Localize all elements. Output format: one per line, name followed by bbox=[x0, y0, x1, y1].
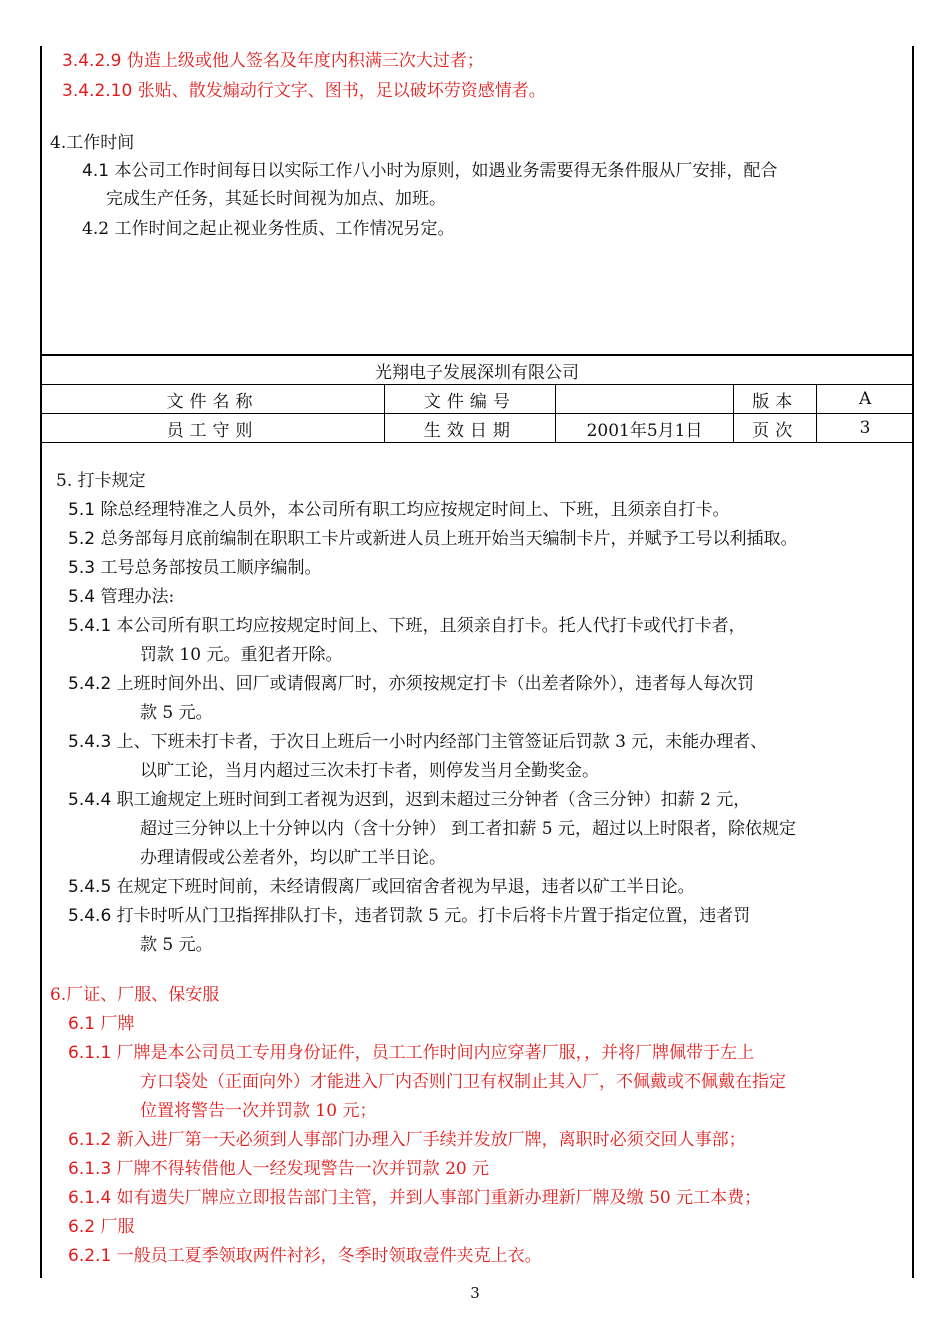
page-number-footer: 3 bbox=[470, 1284, 480, 1302]
clause-5-2: 5.2 总务部每月底前编制在职职工卡片或新进人员上班开始当天编制卡片，并赋予工号以利插取。 bbox=[68, 529, 798, 549]
clause-4-1-line2: 完成生产任务，其延长时间视为加点、加班。 bbox=[106, 189, 446, 209]
clause-5-4-3-line2: 以旷工论，当月内超过三次未打卡者，则停发当月全勤奖金。 bbox=[140, 761, 599, 781]
clause-5-4-2-line1: 5.4.2 上班时间外出、回厂或请假离厂时，亦须按规定打卡（出差者除外），违者每人每次罚 bbox=[68, 674, 755, 694]
left-border-line bbox=[40, 46, 42, 1278]
clause-6-2-1: 6.2.1 一般员工夏季领取两件衬衫，冬季时领取壹件夹克上衣。 bbox=[68, 1246, 542, 1266]
clause-6-1-2: 6.1.2 新入进厂第一天必须到人事部门办理入厂手续并发放厂牌，离职时必须交回人事部； bbox=[68, 1130, 746, 1150]
clause-5-4-6-line2: 款 5 元。 bbox=[140, 935, 213, 955]
clause-5-4-2-line2: 款 5 元。 bbox=[140, 703, 213, 723]
clause-4-2: 4.2 工作时间之起止视业务性质、工作情况另定。 bbox=[82, 219, 455, 239]
clause-5-4-4-line1: 5.4.4 职工逾规定上班时间到工者视为迟到，迟到未超过三分钟者（含三分钟）扣薪 2 元， bbox=[68, 790, 751, 810]
clause-5-4-1-line2: 罚款 10 元。重犯者开除。 bbox=[140, 645, 343, 665]
page-value: 3 bbox=[817, 414, 914, 443]
clause-5-3: 5.3 工号总务部按员工顺序编制。 bbox=[68, 558, 322, 578]
section-5-title: 5. 打卡规定 bbox=[56, 471, 146, 491]
clause-6-2: 6.2 厂服 bbox=[68, 1217, 135, 1237]
right-border-line bbox=[912, 46, 914, 1278]
version-value: A bbox=[817, 385, 914, 414]
company-name: 光翔电子发展深圳有限公司 bbox=[41, 355, 914, 385]
clause-5-4-4-line2: 超过三分钟以上十分钟以内（含十分钟） 到工者扣薪 5 元，超过以上时限者，除依规定 bbox=[140, 819, 797, 839]
clause-4-1-line1: 4.1 本公司工作时间每日以实际工作八小时为原则，如遇业务需要得无条件服从厂安排，配合 bbox=[82, 161, 778, 181]
version-label: 版本 bbox=[734, 385, 817, 414]
doc-no-value bbox=[555, 385, 734, 414]
clause-5-1: 5.1 除总经理特准之人员外，本公司所有职工均应按规定时间上、下班，且须亲自打卡。 bbox=[68, 500, 730, 520]
clause-6-1-1-line2: 方口袋处（正面向外）才能进入厂内否则门卫有权制止其入厂，不佩戴或不佩戴在指定 bbox=[140, 1072, 786, 1092]
section-6-title: 6.厂证、厂服、保安服 bbox=[50, 985, 220, 1005]
clause-5-4-5: 5.4.5 在规定下班时间前，未经请假离厂或回宿舍者视为早退，违者以矿工半日论。 bbox=[68, 877, 695, 897]
clause-5-4-6-line1: 5.4.6 打卡时听从门卫指挥排队打卡，违者罚款 5 元。打卡后将卡片置于指定位置，违者罚 bbox=[68, 906, 751, 926]
section-4-title: 4.工作时间 bbox=[50, 133, 135, 153]
clause-5-4-4-line3: 办理请假或公差者外，均以旷工半日论。 bbox=[140, 848, 446, 868]
document-header-table bbox=[40, 354, 914, 443]
doc-name-value: 员工守则 bbox=[41, 414, 385, 443]
clause-5-4-3-line1: 5.4.3 上、下班未打卡者，于次日上班后一小时内经部门主管签证后罚款 3 元，未能办理者、 bbox=[68, 732, 768, 752]
clause-5-4: 5.4 管理办法: bbox=[68, 587, 175, 607]
page-label: 页次 bbox=[734, 414, 817, 443]
clause-6-1-4: 6.1.4 如有遗失厂牌应立即报告部门主管，并到人事部门重新办理新厂牌及缴 50 元工本费； bbox=[68, 1188, 762, 1208]
clause-3-4-2-10: 3.4.2.10 张贴、散发煽动行文字、图书，足以破坏劳资感情者。 bbox=[62, 81, 546, 101]
clause-6-1-1-line3: 位置将警告一次并罚款 10 元； bbox=[140, 1101, 377, 1121]
clause-5-4-1-line1: 5.4.1 本公司所有职工均应按规定时间上、下班，且须亲自打卡。托人代打卡或代打卡者， bbox=[68, 616, 746, 636]
clause-6-1-1-line1: 6.1.1 厂牌是本公司员工专用身份证件，员工工作时间内应穿著厂服，，并将厂牌佩带于左上 bbox=[68, 1043, 755, 1063]
doc-name-label: 文件名称 bbox=[41, 385, 385, 414]
clause-6-1: 6.1 厂牌 bbox=[68, 1014, 135, 1034]
effective-date-value: 2001年5月1日 bbox=[555, 414, 734, 443]
doc-no-label: 文件编号 bbox=[385, 385, 556, 414]
clause-6-1-3: 6.1.3 厂牌不得转借他人一经发现警告一次并罚款 20 元 bbox=[68, 1159, 490, 1179]
clause-3-4-2-9: 3.4.2.9 伪造上级或他人签名及年度内积满三次大过者； bbox=[62, 51, 484, 71]
effective-date-label: 生效日期 bbox=[385, 414, 556, 443]
